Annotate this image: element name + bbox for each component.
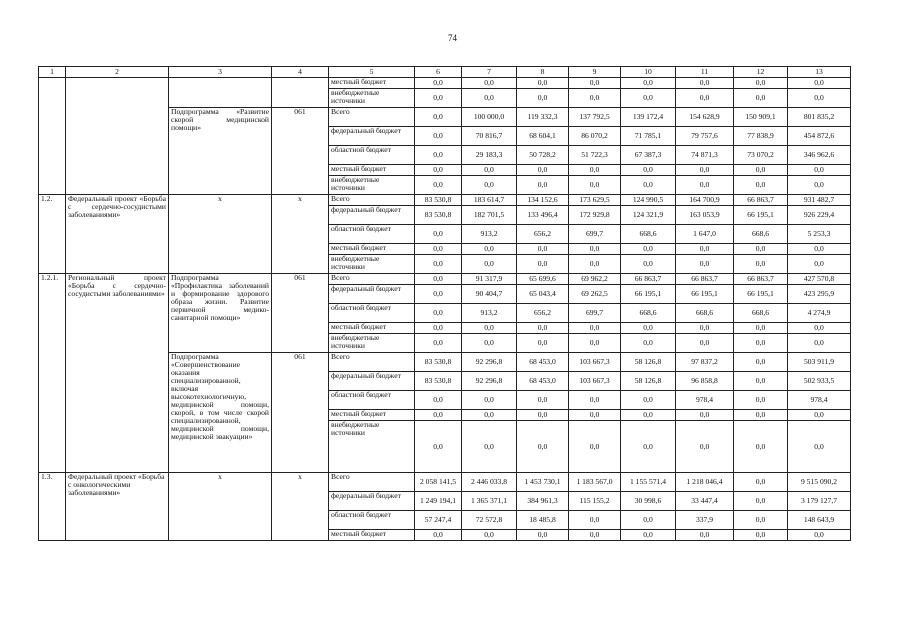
table-row: [39, 195, 851, 206]
source-cell: федеральный бюджет: [329, 206, 415, 225]
value-cell: 0,0: [676, 244, 734, 255]
source-cell: Всего: [329, 353, 415, 372]
code-cell: 061: [272, 274, 329, 353]
source-cell: Всего: [329, 195, 415, 206]
value-cell: 0,0: [788, 410, 851, 421]
value-cell: 0,0: [676, 334, 734, 353]
source-cell: областной бюджет: [329, 511, 415, 530]
value-cell: 0,0: [569, 323, 621, 334]
value-cell: 0,0: [415, 530, 462, 541]
value-cell: 58 126,8: [621, 372, 676, 391]
value-cell: 0,0: [569, 244, 621, 255]
source-cell: Всего: [329, 473, 415, 492]
value-cell: 0,0: [415, 304, 462, 323]
value-cell: 0,0: [621, 410, 676, 421]
source-cell: внебюджетные источники: [329, 334, 415, 353]
value-cell: 0,0: [415, 274, 462, 285]
value-cell: 66 863,7: [734, 274, 788, 285]
value-cell: 0,0: [788, 323, 851, 334]
name-cell: [66, 78, 169, 195]
value-cell: 0,0: [734, 334, 788, 353]
code-cell: 061: [272, 353, 329, 473]
header-cell: 4: [272, 67, 329, 78]
value-cell: 699,7: [569, 304, 621, 323]
value-cell: 0,0: [621, 530, 676, 541]
value-cell: 384 961,3: [517, 492, 569, 511]
value-cell: 801 835,2: [788, 108, 851, 127]
value-cell: 926 229,4: [788, 206, 851, 225]
value-cell: 0,0: [517, 244, 569, 255]
value-cell: 0,0: [676, 323, 734, 334]
value-cell: 66 195,1: [676, 285, 734, 304]
value-cell: 0,0: [569, 530, 621, 541]
value-cell: 0,0: [415, 421, 462, 473]
source-cell: областной бюджет: [329, 391, 415, 410]
value-cell: 103 667,3: [569, 372, 621, 391]
value-cell: 137 792,5: [569, 108, 621, 127]
source-cell: федеральный бюджет: [329, 285, 415, 304]
source-cell: федеральный бюджет: [329, 127, 415, 146]
value-cell: 133 496,4: [517, 206, 569, 225]
value-cell: 0,0: [676, 165, 734, 176]
value-cell: 134 152,6: [517, 195, 569, 206]
value-cell: 978,4: [676, 391, 734, 410]
value-cell: 427 570,8: [788, 274, 851, 285]
value-cell: 0,0: [788, 244, 851, 255]
value-cell: 0,0: [788, 421, 851, 473]
value-cell: 33 447,4: [676, 492, 734, 511]
value-cell: 92 296,8: [462, 372, 517, 391]
id-cell: [39, 78, 66, 195]
value-cell: 0,0: [734, 353, 788, 372]
value-cell: 1 183 567,0: [569, 473, 621, 492]
value-cell: 70 816,7: [462, 127, 517, 146]
budget-table: [38, 66, 851, 541]
source-cell: внебюджетные источники: [329, 421, 415, 473]
code-cell: [272, 78, 329, 108]
value-cell: 66 863,7: [734, 195, 788, 206]
value-cell: 30 998,6: [621, 492, 676, 511]
value-cell: 0,0: [517, 78, 569, 89]
header-cell: 5: [329, 67, 415, 78]
subprogram-cell: Подпрограмма «Профилактика заболеваний и формирование здорового образа жизни. Развитие первичной медико-санитарной помощи»: [169, 274, 272, 353]
source-cell: внебюджетные источники: [329, 255, 415, 274]
value-cell: 0,0: [415, 244, 462, 255]
value-cell: 124 321,9: [621, 206, 676, 225]
value-cell: 0,0: [462, 530, 517, 541]
value-cell: 0,0: [517, 89, 569, 108]
value-cell: 668,6: [621, 304, 676, 323]
value-cell: 0,0: [462, 244, 517, 255]
value-cell: 502 933,5: [788, 372, 851, 391]
value-cell: 0,0: [734, 492, 788, 511]
value-cell: 0,0: [569, 165, 621, 176]
value-cell: 0,0: [415, 127, 462, 146]
value-cell: 0,0: [734, 255, 788, 274]
value-cell: 4 274,9: [788, 304, 851, 323]
value-cell: 73 070,2: [734, 146, 788, 165]
value-cell: 148 643,9: [788, 511, 851, 530]
value-cell: 1 365 371,1: [462, 492, 517, 511]
value-cell: 83 530,8: [415, 372, 462, 391]
value-cell: 0,0: [734, 323, 788, 334]
source-cell: местный бюджет: [329, 78, 415, 89]
value-cell: 0,0: [415, 78, 462, 89]
value-cell: 100 000,0: [462, 108, 517, 127]
value-cell: 699,7: [569, 225, 621, 244]
header-cell: 6: [415, 67, 462, 78]
value-cell: 150 909,1: [734, 108, 788, 127]
value-cell: 0,0: [415, 323, 462, 334]
value-cell: 0,0: [415, 285, 462, 304]
value-cell: 173 629,5: [569, 195, 621, 206]
value-cell: 86 070,2: [569, 127, 621, 146]
source-cell: местный бюджет: [329, 244, 415, 255]
value-cell: 66 195,1: [734, 206, 788, 225]
value-cell: 183 614,7: [462, 195, 517, 206]
value-cell: 1 453 730,1: [517, 473, 569, 492]
source-cell: областной бюджет: [329, 146, 415, 165]
value-cell: 50 728,2: [517, 146, 569, 165]
value-cell: 0,0: [621, 511, 676, 530]
value-cell: 668,6: [621, 225, 676, 244]
value-cell: 0,0: [462, 165, 517, 176]
value-cell: 0,0: [734, 473, 788, 492]
value-cell: 164 700,9: [676, 195, 734, 206]
value-cell: 0,0: [734, 78, 788, 89]
value-cell: 0,0: [788, 89, 851, 108]
value-cell: 51 722,3: [569, 146, 621, 165]
source-cell: местный бюджет: [329, 410, 415, 421]
value-cell: 0,0: [676, 410, 734, 421]
value-cell: 68 453,0: [517, 372, 569, 391]
value-cell: 65 699,6: [517, 274, 569, 285]
value-cell: 0,0: [415, 89, 462, 108]
value-cell: 96 858,8: [676, 372, 734, 391]
value-cell: 0,0: [462, 421, 517, 473]
value-cell: 69 962,2: [569, 274, 621, 285]
value-cell: 91 317,9: [462, 274, 517, 285]
source-cell: областной бюджет: [329, 304, 415, 323]
value-cell: 0,0: [569, 176, 621, 195]
value-cell: 0,0: [415, 334, 462, 353]
value-cell: 66 863,7: [621, 274, 676, 285]
value-cell: 423 295,9: [788, 285, 851, 304]
value-cell: 0,0: [734, 244, 788, 255]
value-cell: 124 990,5: [621, 195, 676, 206]
value-cell: 0,0: [517, 255, 569, 274]
value-cell: 656,2: [517, 304, 569, 323]
value-cell: 0,0: [676, 89, 734, 108]
value-cell: 68 604,1: [517, 127, 569, 146]
value-cell: 0,0: [788, 530, 851, 541]
value-cell: 182 701,5: [462, 206, 517, 225]
value-cell: 0,0: [788, 78, 851, 89]
value-cell: 346 962,6: [788, 146, 851, 165]
value-cell: 0,0: [788, 334, 851, 353]
header-cell: 8: [517, 67, 569, 78]
value-cell: 0,0: [676, 530, 734, 541]
value-cell: 1 155 571,4: [621, 473, 676, 492]
value-cell: 0,0: [415, 146, 462, 165]
header-cell: 9: [569, 67, 621, 78]
code-cell: х: [272, 195, 329, 274]
name-cell: Региональный проект «Борьба с сердечно-сосудистыми заболеваниями»: [66, 274, 169, 473]
value-cell: 0,0: [462, 176, 517, 195]
value-cell: 3 179 127,7: [788, 492, 851, 511]
value-cell: 0,0: [734, 410, 788, 421]
subprogram-cell: Подпрограмма «Совершенствование оказания специализированной, включая высокотехнологичную, медицинской помощи, скорой, в том числе скорой специализированной, медицинской помощи, медицинской эвакуации»: [169, 353, 272, 473]
value-cell: 0,0: [415, 225, 462, 244]
value-cell: 0,0: [621, 391, 676, 410]
value-cell: 0,0: [517, 391, 569, 410]
name-cell: Федеральный проект «Борьба с онкологическими заболеваниями»: [66, 473, 169, 541]
header-cell: 7: [462, 67, 517, 78]
value-cell: 1 249 194,1: [415, 492, 462, 511]
value-cell: 668,6: [734, 304, 788, 323]
value-cell: 0,0: [621, 334, 676, 353]
value-cell: 0,0: [569, 78, 621, 89]
value-cell: 103 667,3: [569, 353, 621, 372]
header-cell: 2: [66, 67, 169, 78]
value-cell: 0,0: [569, 391, 621, 410]
value-cell: 0,0: [415, 176, 462, 195]
value-cell: 978,4: [788, 391, 851, 410]
value-cell: 74 871,3: [676, 146, 734, 165]
value-cell: 931 482,7: [788, 195, 851, 206]
value-cell: 79 757,6: [676, 127, 734, 146]
value-cell: 0,0: [462, 89, 517, 108]
value-cell: 154 628,9: [676, 108, 734, 127]
value-cell: 668,6: [676, 304, 734, 323]
value-cell: 656,2: [517, 225, 569, 244]
value-cell: 0,0: [621, 89, 676, 108]
value-cell: 71 785,1: [621, 127, 676, 146]
value-cell: 66 863,7: [676, 274, 734, 285]
value-cell: 0,0: [569, 511, 621, 530]
value-cell: 454 872,6: [788, 127, 851, 146]
value-cell: 503 911,9: [788, 353, 851, 372]
value-cell: 0,0: [621, 421, 676, 473]
value-cell: 1 218 046,4: [676, 473, 734, 492]
table-row: [39, 274, 851, 285]
id-cell: 1.2.1.: [39, 274, 66, 473]
value-cell: 0,0: [517, 323, 569, 334]
value-cell: 0,0: [621, 78, 676, 89]
value-cell: 0,0: [734, 511, 788, 530]
source-cell: местный бюджет: [329, 323, 415, 334]
value-cell: 1 647,0: [676, 225, 734, 244]
value-cell: 0,0: [621, 244, 676, 255]
value-cell: 0,0: [462, 78, 517, 89]
header-cell: 12: [734, 67, 788, 78]
value-cell: 9 515 090,2: [788, 473, 851, 492]
value-cell: 0,0: [676, 78, 734, 89]
value-cell: 0,0: [462, 323, 517, 334]
value-cell: 0,0: [621, 176, 676, 195]
value-cell: 66 195,1: [621, 285, 676, 304]
value-cell: 668,6: [734, 225, 788, 244]
value-cell: 0,0: [517, 410, 569, 421]
value-cell: 0,0: [569, 410, 621, 421]
value-cell: 0,0: [734, 530, 788, 541]
value-cell: 68 453,0: [517, 353, 569, 372]
value-cell: 66 195,1: [734, 285, 788, 304]
value-cell: 0,0: [788, 165, 851, 176]
value-cell: 0,0: [621, 165, 676, 176]
value-cell: 2 446 033,8: [462, 473, 517, 492]
header-cell: 13: [788, 67, 851, 78]
subprogram-cell: [169, 78, 272, 108]
value-cell: 0,0: [621, 323, 676, 334]
value-cell: 0,0: [676, 421, 734, 473]
value-cell: 57 247,4: [415, 511, 462, 530]
value-cell: 90 404,7: [462, 285, 517, 304]
value-cell: 163 053,9: [676, 206, 734, 225]
value-cell: 29 183,3: [462, 146, 517, 165]
source-cell: внебюджетные источники: [329, 176, 415, 195]
value-cell: 115 155,2: [569, 492, 621, 511]
table-row: [39, 473, 851, 492]
value-cell: 0,0: [415, 108, 462, 127]
value-cell: 77 838,9: [734, 127, 788, 146]
value-cell: 0,0: [621, 255, 676, 274]
subprogram-cell: х: [169, 195, 272, 274]
value-cell: 0,0: [415, 391, 462, 410]
value-cell: 0,0: [734, 391, 788, 410]
header-row: [39, 67, 851, 78]
source-cell: Всего: [329, 274, 415, 285]
value-cell: 913,2: [462, 304, 517, 323]
value-cell: 0,0: [569, 255, 621, 274]
value-cell: 0,0: [734, 89, 788, 108]
source-cell: федеральный бюджет: [329, 492, 415, 511]
value-cell: 0,0: [517, 530, 569, 541]
value-cell: 97 837,2: [676, 353, 734, 372]
value-cell: 0,0: [517, 165, 569, 176]
value-cell: 58 126,8: [621, 353, 676, 372]
source-cell: федеральный бюджет: [329, 372, 415, 391]
source-cell: областной бюджет: [329, 225, 415, 244]
value-cell: 0,0: [676, 255, 734, 274]
value-cell: 92 296,8: [462, 353, 517, 372]
value-cell: 0,0: [415, 255, 462, 274]
value-cell: 18 485,8: [517, 511, 569, 530]
subprogram-cell: Подпрограмма «Развитие скорой медицинской помощи»: [169, 108, 272, 195]
source-cell: Всего: [329, 108, 415, 127]
header-cell: 3: [169, 67, 272, 78]
value-cell: 83 530,8: [415, 195, 462, 206]
value-cell: 2 058 141,5: [415, 473, 462, 492]
value-cell: 0,0: [462, 255, 517, 274]
value-cell: 139 172,4: [621, 108, 676, 127]
value-cell: 67 387,3: [621, 146, 676, 165]
header-cell: 1: [39, 67, 66, 78]
value-cell: 0,0: [462, 334, 517, 353]
value-cell: 0,0: [734, 421, 788, 473]
value-cell: 83 530,8: [415, 353, 462, 372]
page-number: 74: [448, 33, 457, 43]
code-cell: 061: [272, 108, 329, 195]
value-cell: 0,0: [517, 176, 569, 195]
id-cell: 1.2.: [39, 195, 66, 274]
value-cell: 0,0: [517, 334, 569, 353]
value-cell: 0,0: [676, 176, 734, 195]
value-cell: 0,0: [415, 410, 462, 421]
value-cell: 0,0: [462, 410, 517, 421]
value-cell: 0,0: [569, 421, 621, 473]
value-cell: 69 262,5: [569, 285, 621, 304]
value-cell: 0,0: [788, 176, 851, 195]
subprogram-cell: х: [169, 473, 272, 541]
source-cell: местный бюджет: [329, 530, 415, 541]
value-cell: 83 530,8: [415, 206, 462, 225]
value-cell: 0,0: [734, 176, 788, 195]
value-cell: 0,0: [462, 391, 517, 410]
value-cell: 0,0: [734, 165, 788, 176]
value-cell: 337,9: [676, 511, 734, 530]
value-cell: 0,0: [788, 255, 851, 274]
source-cell: внебюджетные источники: [329, 89, 415, 108]
value-cell: 0,0: [569, 334, 621, 353]
value-cell: 0,0: [734, 372, 788, 391]
header-cell: 11: [676, 67, 734, 78]
value-cell: 172 929,8: [569, 206, 621, 225]
value-cell: 72 572,8: [462, 511, 517, 530]
value-cell: 0,0: [569, 89, 621, 108]
value-cell: 5 253,3: [788, 225, 851, 244]
value-cell: 119 332,3: [517, 108, 569, 127]
name-cell: Федеральный проект «Борьба с сердечно-сосудистыми заболеваниями»: [66, 195, 169, 274]
source-cell: местный бюджет: [329, 165, 415, 176]
value-cell: 65 043,4: [517, 285, 569, 304]
id-cell: 1.3.: [39, 473, 66, 541]
code-cell: х: [272, 473, 329, 541]
value-cell: 913,2: [462, 225, 517, 244]
value-cell: 0,0: [415, 165, 462, 176]
header-cell: 10: [621, 67, 676, 78]
value-cell: 0,0: [517, 421, 569, 473]
table-row: [39, 78, 851, 89]
